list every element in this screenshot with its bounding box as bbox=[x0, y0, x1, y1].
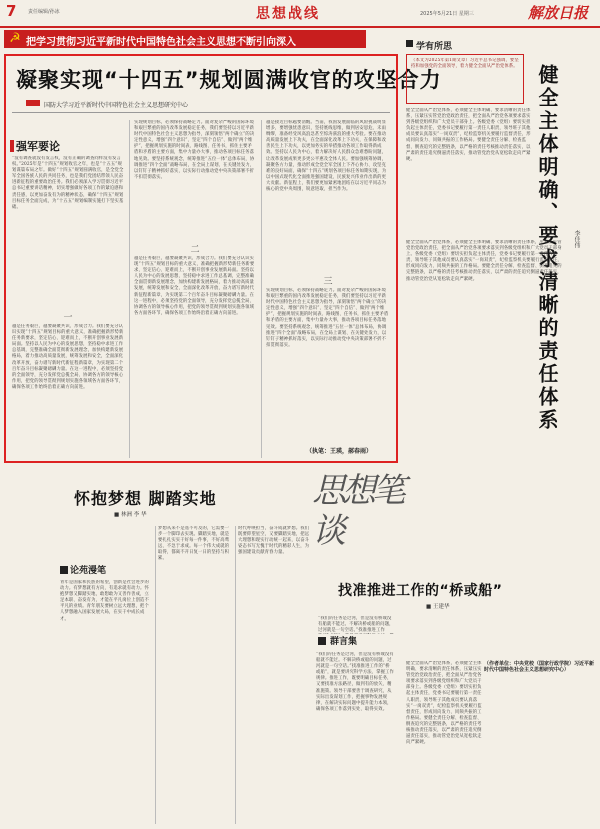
right-article-text-1: 健全全面从严治党体系，必须健全主体明确、要求清晰的责任体系，压紧压实管党治党政治责任，把全面从严治党各项要求落实到各级党组织和广大党员干部身上。各级党委（党组）要切实担负起主体责任，党委书记要履行第一责任人职责，领导班子其他成员要认真落实“一岗双责”，纪检监察机关要履行监督责任，形成同向发力、同频共振的工作格局。要健全责任分解、检查监督、倒查追究的完整链条，以严格的责任考核推动责任落实，以严肃的责任追究倒逼责任落实，推动管党治党从宽松软走向严紧硬。 bbox=[406, 108, 531, 162]
essay-text-2: 梦想从来不是遥不可及的，它需要一步一个脚印去实现。脚踏实地，就是要扎扎实实干好每一件事，不好高骛远、不急于求成。每一个伟大成就的取得，都离不开日复一日的坚持与积累。 bbox=[158, 526, 230, 562]
column-label-marker bbox=[60, 566, 68, 574]
article-column-1: “没有调查就没有发言权，没有正确的调查同样没有发言权。”2025年是“十四五”规划收官之年，也是“十五五”规划谋篇布局之年。做好“十四五”规划圆满收官，是全党全军全国各族人民的共同任务，也是我们党团结带领人民奋进新征程的重要政治任务。我们必须深入学习贯彻习近平总书记重要讲话精神，切实增强做好各项工作的紧迫感和责任感，以更加奋发有为的精神状态，确保“十四五”规划目标任务全面完成，为“十五五”规划编制实施打下坚实基础。 bbox=[12, 156, 124, 210]
column-label-marker bbox=[406, 40, 413, 47]
intro-box bbox=[406, 54, 524, 104]
article-column-2b: 越是任务艰巨，越要凝聚共识、形成合力。我们要充分认识实现“十四五”规划目标的重大意义，准确把握新形势新任务新要求，坚定信心、迎难而上，不断开创事业发展新局面。坚持以人民为中心的发展思想，坚持稳中求进工作总基调，完整准确全面贯彻新发展理念，加快构建新发展格局，着力推动高质量发展，统筹发展和安全，全面深化改革开放，奋力谱写新时代新征程新篇章，为实现第二个百年奋斗目标凝聚磅礴力量。在这一进程中，必须坚持党的全面领导，充分发挥党总揽全局、协调各方的领导核心作用，把党的领导贯彻到规划实施各领域各方面各环节，确保各项工作始终沿着正确方向前进。 bbox=[134, 256, 255, 316]
banner-text: 把学习贯彻习近平新时代中国特色社会主义思想不断引向深入 bbox=[26, 37, 296, 48]
newspaper-logo: 解放日报 bbox=[528, 4, 589, 22]
bridge-column-label: 群言集 bbox=[330, 637, 358, 647]
bridge-text-1: “我们的任务是过河，但是没有桥或没有船就不能过。不解决桥或船的问题，过河就是一句空话。”找准推进工作的“桥或船”，就是要讲究科学方法、掌握工作规律。推进工作，既要明确目标任务，又要找准方法路径，做到有的放矢、精准施策。领导干部要善于调查研究，从实际出发谋划工作，把握事物发展规律，在解决实际问题中提升能力本领，确保各项工作落到实处、取得实效。 bbox=[316, 652, 394, 712]
article-signature: （执笔：王瑛，郝春雨） bbox=[306, 448, 373, 455]
article-headline[interactable]: 凝聚实现“十四五”规划圆满收官的攻坚合力 bbox=[16, 68, 442, 92]
intro-box-text: （本文为2025年第1期文章）习近平总书记强调，要坚持和加强党的全面领导，着力健全全面从严治党体系。 bbox=[411, 58, 519, 70]
article-column-1b: 越是任务艰巨，越要凝聚共识、形成合力。我们要充分认识实现“十四五”规划目标的重大意义，准确把握新形势新任务新要求，坚定信心、迎难而上，不断开创事业发展新局面。坚持以人民为中心的发展思想，坚持稳中求进工作总基调，完整准确全面贯彻新发展理念，加快构建新发展格局，着力推动高质量发展，统筹发展和安全，全面深化改革开放，奋力谱写新时代新征程新篇章，为实现第二个百年奋斗目标凝聚磅礴力量。在这一进程中，必须坚持党的全面领导，充分发挥党总揽全局、协调各方的领导核心作用，把党的领导贯彻到规划实施各领域各方面各环节，确保各项工作始终沿着正确方向前进。 bbox=[12, 324, 124, 390]
essay-headline[interactable]: 怀抱梦想 脚踏实地 bbox=[74, 489, 217, 508]
main-article[interactable] bbox=[4, 54, 442, 463]
issue-date: 2025年5月21日 星期三 bbox=[420, 11, 474, 17]
party-emblem-icon: ☭ bbox=[9, 31, 21, 46]
column-label-marker bbox=[318, 637, 326, 645]
right-article-text-2: 健全全面从严治党体系，必须健全主体明确、要求清晰的责任体系，压紧压实管党治党政治责任，把全面从严治党各项要求落实到各级党组织和广大党员干部身上。各级党委（党组）要切实担负起主体责任，党委书记要履行第一责任人职责，领导班子其他成员要认真落实“一岗双责”，纪检监察机关要履行监督责任，形成同向发力、同频共振的工作格局。要健全责任分解、检查监督、倒查追究的完整链条，以严格的责任考核推动责任落实，以严肃的责任追究倒逼责任落实，推动管党治党从宽松软走向严紧硬。 bbox=[406, 240, 562, 282]
topic-banner bbox=[4, 30, 366, 48]
right-article-headline[interactable]: 健全主体明确、要求清晰的责任体系 bbox=[535, 64, 559, 432]
article-column-2: 实现规划目标，必须保持战略定力。面对复杂严峻的国际环境和艰巨繁重的国内改革发展稳定任务，我们要坚持以习近平新时代中国特色社会主义思想为指导，深刻领悟“两个确立”的决定性意义，增强“四个意识”、坚定“四个自信”、做到“两个维护”，把握规划实施的时间表、路线图、任务书，抓住主要矛盾和矛盾的主要方面，集中力量办大事，推动各项目标任务落地见效。要坚持系统观念，统筹推进“五位一体”总体布局，协调推进“四个全面”战略布局，在全局上谋划、在关键处发力，以钉钉子精神抓好落实，以实际行动推动党中央决策部署不折不扣贯彻落实。 bbox=[134, 120, 255, 180]
column-divider bbox=[261, 120, 262, 458]
bridge-article-headline[interactable]: 找准推进工作的“桥或船” bbox=[338, 583, 503, 599]
column-divider bbox=[129, 120, 130, 458]
column-label-marker bbox=[10, 140, 14, 152]
essay-byline: ■ 林洲 李 华 bbox=[114, 512, 147, 518]
right-article-author: 李佳伟 bbox=[573, 230, 580, 248]
right-column-label: 学有所思 bbox=[416, 42, 453, 52]
byline-marker bbox=[26, 100, 40, 106]
section-number-1: 一 bbox=[63, 313, 73, 323]
section-number-2: 二 bbox=[190, 245, 200, 255]
section-number-3: 三 bbox=[323, 277, 333, 287]
article-column-3b: 实现规划目标，必须保持战略定力。面对复杂严峻的国际环境和艰巨繁重的国内改革发展稳定任务，我们要坚持以习近平新时代中国特色社会主义思想为指导，深刻领悟“两个确立”的决定性意义，增强“四个意识”、坚定“四个自信”、做到“两个维护”，把握规划实施的时间表、路线图、任务书，抓住主要矛盾和矛盾的主要方面，集中力量办大事，推动各项目标任务落地见效。要坚持系统观念，统筹推进“五位一体”总体布局，协调推进“四个全面”战略布局，在全局上谋划、在关键处发力，以钉钉子精神抓好落实，以实际行动推动党中央决策部署不折不扣贯彻落实。 bbox=[266, 288, 389, 348]
page-number: 7 bbox=[6, 2, 17, 20]
column-label: 强军要论 bbox=[16, 140, 60, 153]
article-byline: 国防大学习近平新时代中国特色社会主义思想研究中心 bbox=[44, 102, 189, 109]
essay-text-3: 时代呼唤担当，奋斗成就梦想。我们既要仰望星空，又要脚踏实地，把远大理想和现实行动统一起来，以奋斗姿态书写无愧于时代的精彩人生，为强国建设贡献青春力量。 bbox=[238, 526, 310, 556]
essay-text-1: 青年是国家和民族的希望，创新是社会进步的动力。有梦想就有方向，有追求就有动力。怀抱梦想又脚踏实地，敢想敢为又善作善成，立足本职、奋发有为，才能在平凡岗位上创造不平凡的业绩。青年朋友要树立远大理想，把个人梦想融入国家发展大局，在实干中成长成才。 bbox=[60, 580, 149, 622]
essay-column-label: 论苑漫笔 bbox=[70, 566, 107, 576]
bridge-text-intro: “我们的任务是过河，但是没有桥或没有船就不能过。不解决桥或船的问题，过河就是一句空话。”找准推进工作 bbox=[318, 616, 394, 634]
calligraphy-column-logo: 思想笔谈 bbox=[312, 471, 402, 551]
section-title: 思想战线 bbox=[256, 6, 320, 22]
column-divider bbox=[235, 526, 236, 824]
column-divider bbox=[155, 526, 156, 824]
headline-divider bbox=[12, 112, 390, 113]
article-column-3: 越是接近目标越要清醒。当前，我国发展面临的风险挑战明显增多，要增强忧患意识，坚持底线思维，做到居安思危、未雨绸缪，准备经受风高浪急甚至惊涛骇浪的重大考验。要在推动高质量发展上下功夫，在全面深化改革上下功夫，在保障和改善民生上下功夫，以更加务实的举措推动各项工作取得新成效。坚持以人民为中心，着力解决好人民群众急难愁盼问题，让改革发展成果更多更公平惠及全体人民。要加强统筹协调，凝聚各方力量，推动形成全党全军全国上下齐心协力、攻坚克难的良好局面，确保“十四五”规划各项目标任务如期实现，为以中国式现代化全面推进强国建设、民族复兴伟业作出新的更大贡献。新征程上，我们要更加紧密地团结在以习近平同志为核心的党中央周围，锐意进取、担当作为。 bbox=[266, 120, 387, 193]
author-affiliation-note: （作者单位：中央党校（国家行政学院）习近平新时代中国特色社会主义思想研究中心） bbox=[484, 661, 595, 674]
right-article-text-3: 健全全面从严治党体系，必须健全主体明确、要求清晰的责任体系，压紧压实管党治党政治责任，把全面从严治党各项要求落实到各级党组织和广大党员干部身上。各级党委（党组）要切实担负起主体责任，党委书记要履行第一责任人职责，领导班子其他成员要认真落实“一岗双责”，纪检监察机关要履行监督责任，形成同向发力、同频共振的工作格局。要健全责任分解、检查监督、倒查追究的完整链条，以严格的责任考核推动责任落实，以严肃的责任追究倒逼责任落实，推动管党治党从宽松软走向严紧硬。 bbox=[406, 661, 482, 746]
editor-credit: 责任编辑/孙冰 bbox=[28, 9, 60, 15]
bridge-article-byline: ■ 王建华 bbox=[426, 604, 450, 610]
